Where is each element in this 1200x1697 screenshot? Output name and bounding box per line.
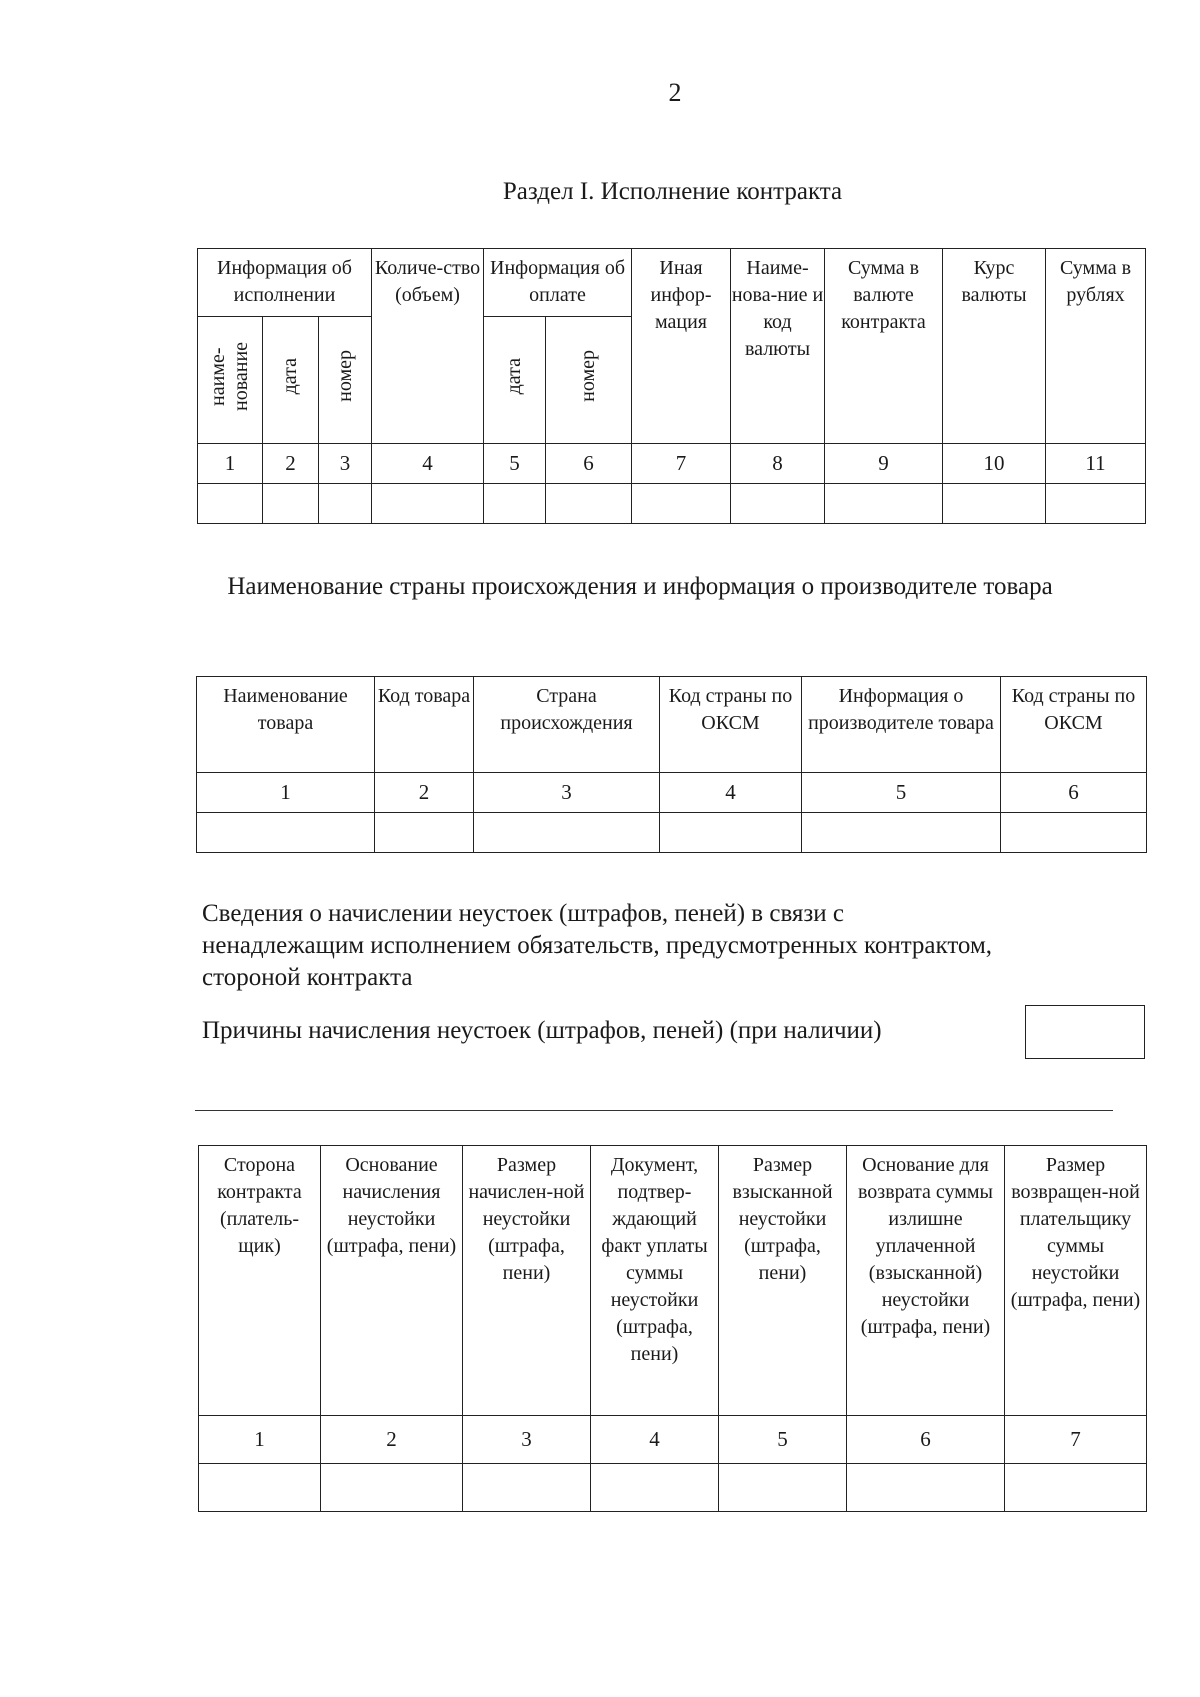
column-number: 3 — [474, 773, 660, 813]
column-number: 5 — [802, 773, 1001, 813]
empty-cell[interactable] — [847, 1464, 1005, 1512]
section-title: Раздел I. Исполнение контракта — [502, 178, 843, 205]
empty-cell[interactable] — [198, 484, 263, 524]
header-product-code: Код товара — [375, 677, 474, 773]
column-number: 2 — [375, 773, 474, 813]
empty-cell[interactable] — [463, 1464, 591, 1512]
table-row — [197, 813, 1147, 853]
penalty-info-text: Сведения о начислении неустоек (штрафов, пеней) в связи с ненадлежащим исполнением обязательств, предусмотренных контрактом, стороной контракта — [202, 900, 993, 991]
column-number: 10 — [943, 444, 1046, 484]
origin-heading: Наименование страны происхождения и информация о производителе товара — [227, 573, 1053, 600]
empty-cell[interactable] — [375, 813, 474, 853]
column-number: 7 — [1005, 1416, 1147, 1464]
table-row — [198, 484, 1146, 524]
header-origin-country: Страна происхождения — [474, 677, 660, 773]
subheader-payment-date: дата — [484, 317, 546, 444]
header-sum-rubles: Сумма в рублях — [1046, 249, 1146, 444]
empty-cell[interactable] — [263, 484, 319, 524]
column-number: 7 — [632, 444, 731, 484]
empty-cell[interactable] — [321, 1464, 463, 1512]
header-refunded-amount: Размер возвращен-ной плательщику суммы неустойки (штрафа, пени) — [1005, 1146, 1147, 1416]
empty-cell[interactable] — [474, 813, 660, 853]
header-product-name: Наименование товара — [197, 677, 375, 773]
header-sum-contract-currency: Сумма в валюте контракта — [825, 249, 943, 444]
column-number: 6 — [847, 1416, 1005, 1464]
subheader-payment-number: номер — [546, 317, 632, 444]
header-collected-amount: Размер взысканной неустойки (штрафа, пени) — [719, 1146, 847, 1416]
header-manufacturer-country-code: Код страны по ОКСМ — [1001, 677, 1147, 773]
empty-cell[interactable] — [1046, 484, 1146, 524]
column-number: 6 — [1001, 773, 1147, 813]
header-quantity: Количе-ство (объем) — [372, 249, 484, 444]
header-payment-info: Информация об оплате — [484, 249, 632, 317]
empty-cell[interactable] — [943, 484, 1046, 524]
header-penalty-amount: Размер начислен-ной неустойки (штрафа, пени) — [463, 1146, 591, 1416]
empty-cell[interactable] — [199, 1464, 321, 1512]
header-country-code: Код страны по ОКСМ — [660, 677, 802, 773]
column-number: 11 — [1046, 444, 1146, 484]
header-other-info: Иная инфор-мация — [632, 249, 731, 444]
column-number: 3 — [319, 444, 372, 484]
empty-cell[interactable] — [197, 813, 375, 853]
column-number: 1 — [198, 444, 263, 484]
empty-cell[interactable] — [484, 484, 546, 524]
subheader-execution-name: наиме-нование — [198, 317, 263, 444]
empty-cell[interactable] — [660, 813, 802, 853]
page-number: 2 — [668, 78, 682, 107]
empty-cell[interactable] — [825, 484, 943, 524]
header-exchange-rate: Курс валюты — [943, 249, 1046, 444]
penalty-table — [198, 1145, 1147, 1512]
empty-cell[interactable] — [546, 484, 632, 524]
empty-cell[interactable] — [1005, 1464, 1147, 1512]
header-execution-info: Информация об исполнении — [198, 249, 372, 317]
empty-cell[interactable] — [319, 484, 372, 524]
column-number: 3 — [463, 1416, 591, 1464]
column-number: 4 — [660, 773, 802, 813]
subheader-execution-number: номер — [319, 317, 372, 444]
header-payment-document: Документ, подтвер-ждающий факт уплаты суммы неустойки (штрафа, пени) — [591, 1146, 719, 1416]
header-manufacturer-info: Информация о производителе товара — [802, 677, 1001, 773]
penalty-reasons-label: Причины начисления неустоек (штрафов, пеней) (при наличии) — [202, 1017, 882, 1044]
empty-cell[interactable] — [372, 484, 484, 524]
column-number: 4 — [591, 1416, 719, 1464]
empty-cell[interactable] — [731, 484, 825, 524]
column-number: 9 — [825, 444, 943, 484]
divider-line — [195, 1110, 1113, 1111]
empty-cell[interactable] — [632, 484, 731, 524]
column-number: 2 — [263, 444, 319, 484]
origin-table — [196, 676, 1147, 853]
subheader-execution-date: дата — [263, 317, 319, 444]
column-number: 8 — [731, 444, 825, 484]
header-currency-name-code: Наиме-нова-ние и код валюты — [731, 249, 825, 444]
header-contract-party: Сторона контракта (платель-щик) — [199, 1146, 321, 1416]
empty-cell[interactable] — [802, 813, 1001, 853]
column-number: 4 — [372, 444, 484, 484]
column-number: 1 — [199, 1416, 321, 1464]
table-row — [199, 1464, 1147, 1512]
header-refund-basis: Основание для возврата суммы излишне уплаченной (взысканной) неустойки (штрафа, пени) — [847, 1146, 1005, 1416]
empty-cell[interactable] — [591, 1464, 719, 1512]
column-number: 1 — [197, 773, 375, 813]
column-number: 5 — [484, 444, 546, 484]
execution-table — [197, 248, 1146, 524]
column-number: 6 — [546, 444, 632, 484]
penalty-reasons-box[interactable] — [1025, 1005, 1145, 1059]
empty-cell[interactable] — [1001, 813, 1147, 853]
empty-cell[interactable] — [719, 1464, 847, 1512]
column-number: 5 — [719, 1416, 847, 1464]
column-number: 2 — [321, 1416, 463, 1464]
header-penalty-basis: Основание начисления неустойки (штрафа, пени) — [321, 1146, 463, 1416]
